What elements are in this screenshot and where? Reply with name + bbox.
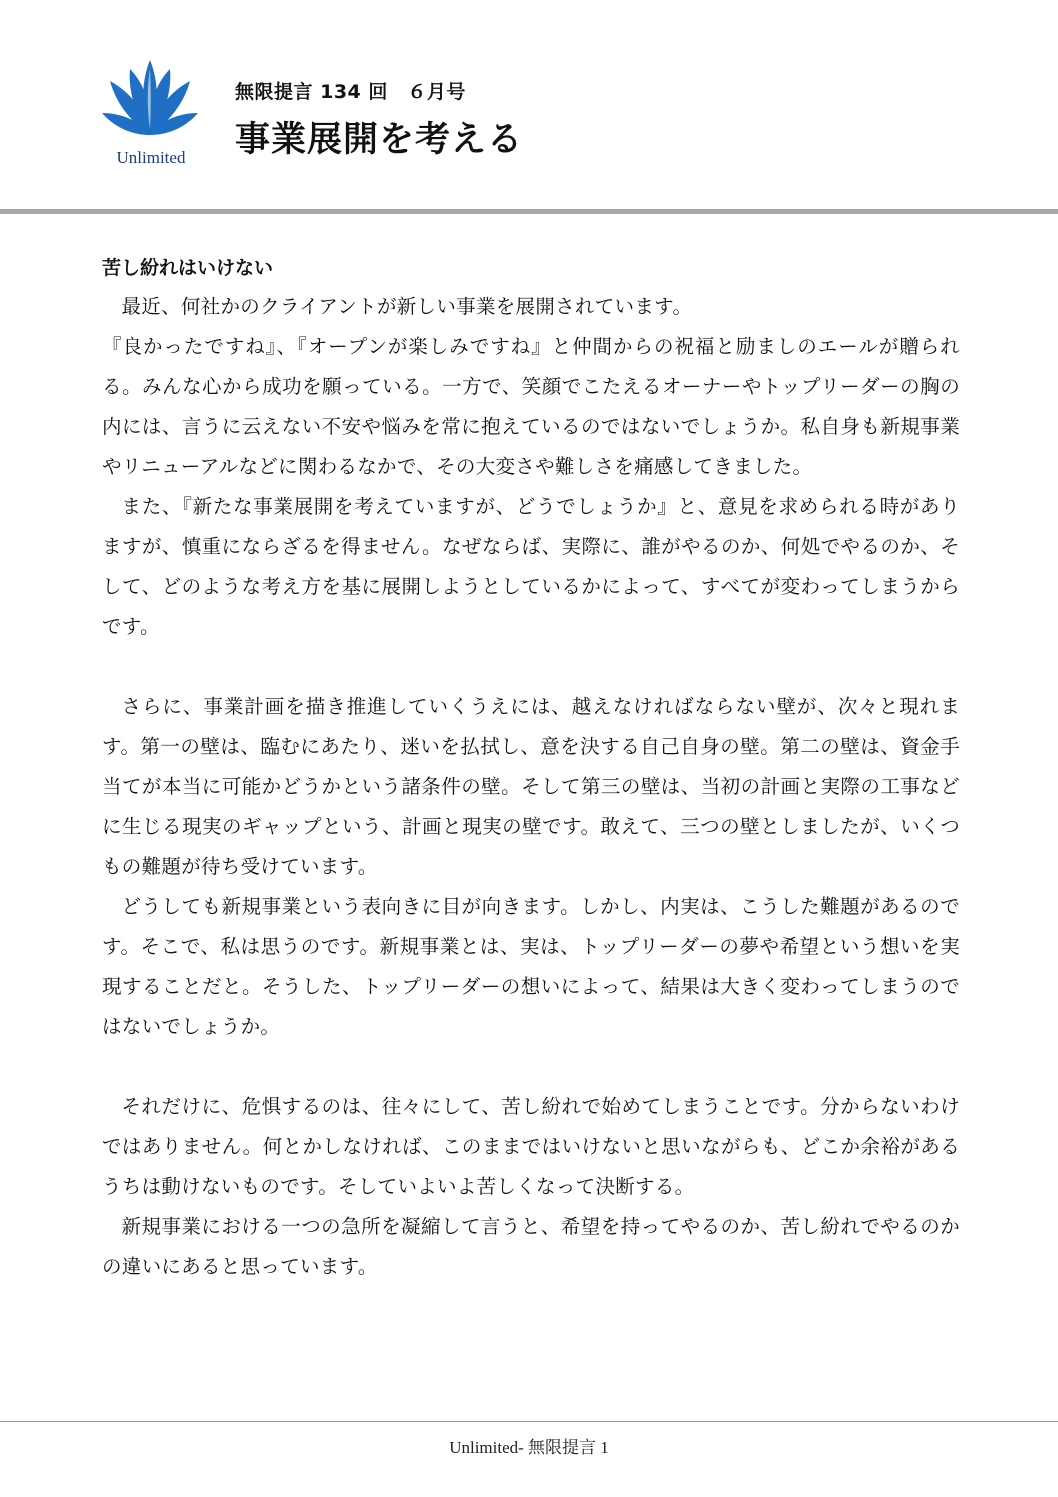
paragraph: 最近、何社かのクライアントが新しい事業を展開されています。 [121, 295, 693, 318]
page-footer: Unlimited- 無限提言 1 [449, 1438, 609, 1457]
paragraph: さらに、事業計画を描き推進していくうえには、越えなければならない壁が、次々と現れます。第一の壁は、臨むにあたり、迷いを払拭し、意を決する自己自身の壁。第二の壁は、資金手当てが本当に可能かどうかという諸条件の壁。そして第三の壁は、当初の計画と実際の工事などに生じる現実のギャップという、計画と現実の壁です。敢えて、三つの壁としましたが、いくつもの難題が待ち受けています。 [102, 695, 960, 878]
header-divider [0, 209, 1058, 214]
page-header [0, 0, 1058, 210]
issue-number: 無限提言 134 回 ６月号 [235, 81, 466, 103]
paragraph: 新規事業における一つの急所を凝縮して言うと、希望を持ってやるのか、苦し紛れでやるのかの違いにあると思っています。 [102, 1215, 960, 1278]
section-heading: 苦し紛れはいけない [102, 257, 274, 279]
footer-divider [0, 1421, 1058, 1422]
paragraph: 『良かったですね』、『オープンが楽しみですね』と仲間からの祝福と励ましのエールが贈られる。みんな心から成功を願っている。一方で、笑顔でこたえるオーナーやトップリーダーの胸の内には、言うに云えない不安や悩みを常に抱えているのではないでしょうか。私自身も新規事業やリニューアルなどに関わるなかで、その大変さや難しさを痛感してきました。 [102, 335, 960, 478]
paragraph: また、『新たな事業展開を考えていますが、どうでしょうか』と、意見を求められる時がありますが、慎重にならざるを得ません。なぜならば、実際に、誰がやるのか、何処でやるのか、そして、どのような考え方を基に展開しようとしているかによって、すべてが変わってしまうからです。 [102, 495, 960, 638]
article-body [102, 253, 960, 1287]
paragraph-spacer [102, 647, 960, 687]
logo-wordmark: Unlimited [116, 148, 186, 167]
paragraph-spacer [102, 1047, 960, 1087]
paragraph: それだけに、危惧するのは、往々にして、苦し紛れで始めてしまうことです。分からないわけではありません。何とかしなければ、このままではいけないと思いながらも、どこか余裕があるうちは動けないものです。そしていよいよ苦しくなって決断する。 [102, 1095, 960, 1198]
page-title: 事業展開を考える [235, 119, 524, 160]
paragraph: どうしても新規事業という表向きに目が向きます。しかし、内実は、こうした難題があるのです。そこで、私は思うのです。新規事業とは、実は、トップリーダーの夢や希望という想いを実現することだと。そうした、トップリーダーの想いによって、結果は大きく変わってしまうのではないでしょうか。 [102, 895, 960, 1038]
